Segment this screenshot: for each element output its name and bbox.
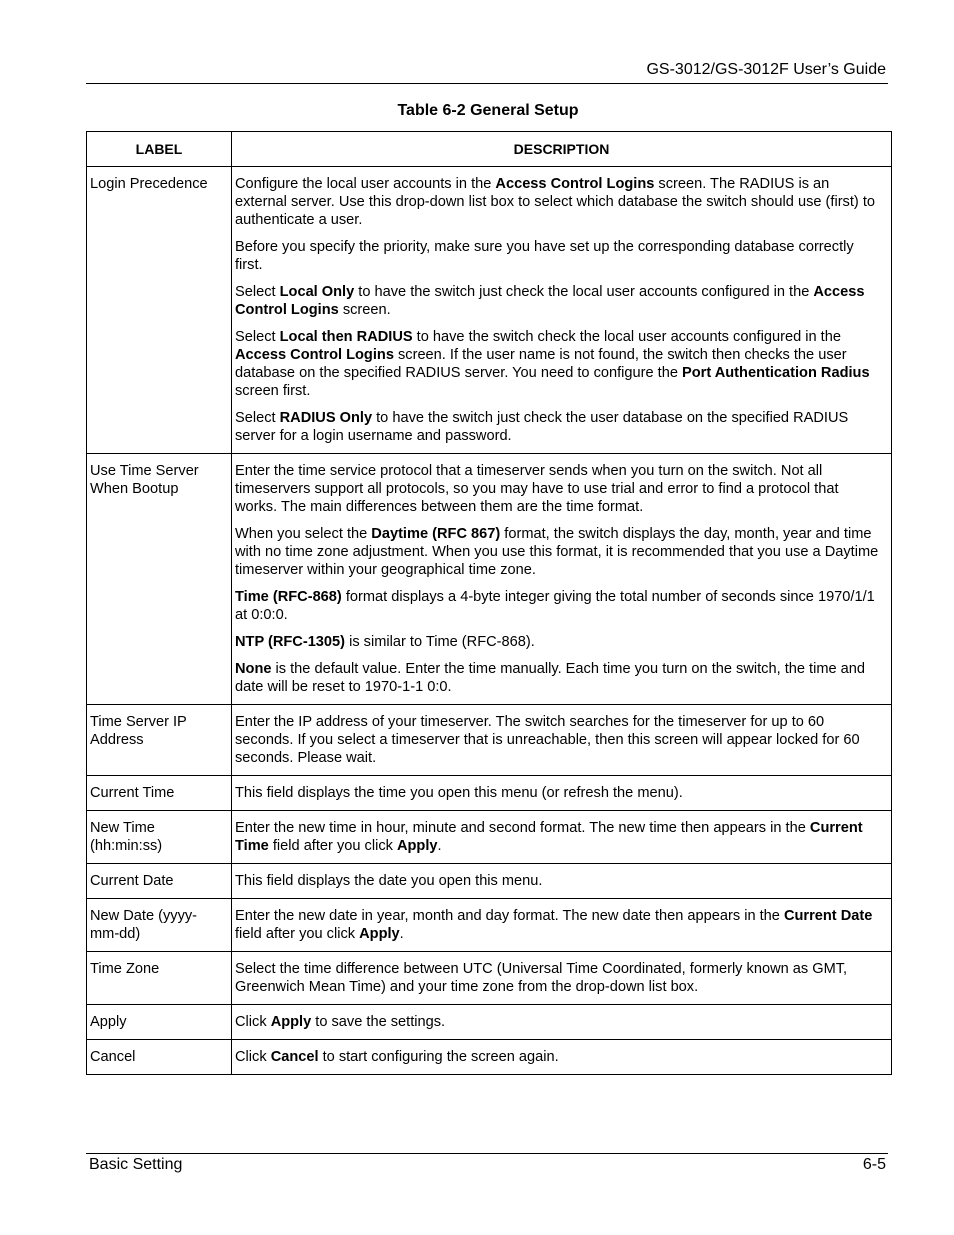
description-paragraph: [235, 907, 884, 943]
bold-term: Current Date: [783, 908, 873, 924]
text-segment: to have the switch check the local user accounts configured in the: [412, 329, 841, 345]
text-segment: format, the switch displays the day, month, year and time with no time zone adjustment. When you use this format, it is recommended that you use a Daytime timeserver within your geographical time zone.: [235, 526, 879, 578]
row-description: [232, 776, 892, 811]
description-paragraph: [235, 409, 884, 445]
bold-term: Daytime (RFC 867): [371, 526, 501, 542]
table-header-row: [87, 132, 892, 167]
bold-term: Local Only: [279, 284, 355, 300]
row-label: Current Time: [87, 776, 232, 811]
document-title: GS-3012/GS-3012F User’s Guide: [646, 61, 886, 78]
row-description: [232, 454, 892, 705]
bold-term: Access Control Logins: [235, 347, 394, 363]
general-setup-table: [86, 131, 892, 1075]
column-header-description: DESCRIPTION: [232, 132, 892, 167]
description-paragraph: [235, 283, 884, 319]
row-label: New Time (hh:min:ss): [87, 811, 232, 864]
column-header-label: LABEL: [87, 132, 232, 167]
row-description: [232, 864, 892, 899]
bold-term: Access Control Logins: [495, 176, 655, 192]
text-segment: field after you click: [268, 838, 397, 854]
row-label: New Date (yyyy-mm-dd): [87, 899, 232, 952]
row-description: [232, 811, 892, 864]
table-row: [87, 1005, 892, 1040]
row-description: [232, 1040, 892, 1075]
text-segment: .: [399, 926, 404, 942]
table-row: [87, 864, 892, 899]
text-segment: This field displays the date you open this menu.: [235, 873, 543, 889]
text-segment: Select: [235, 410, 280, 426]
text-segment: to save the settings.: [311, 1014, 446, 1030]
row-label: Cancel: [87, 1040, 232, 1075]
row-label: Use Time Server When Bootup: [87, 454, 232, 705]
text-segment: screen. The RADIUS is an external server. Use this drop-down list box to select which database the switch should use (first) to authenticate a user.: [235, 176, 875, 228]
text-segment: screen first.: [235, 383, 311, 399]
row-label: Time Zone: [87, 952, 232, 1005]
row-label: Current Date: [87, 864, 232, 899]
text-segment: to have the switch just check the local user accounts configured in the: [354, 284, 814, 300]
table-row: [87, 899, 892, 952]
text-segment: is similar to Time (RFC-868).: [345, 634, 535, 650]
description-paragraph: [235, 525, 884, 579]
text-segment: Configure the local user accounts in the: [235, 176, 496, 192]
description-paragraph: [235, 660, 884, 696]
text-segment: Select the time difference between UTC (Universal Time Coordinated, formerly known as GMT, Greenwich Mean Time) and your time zone from the drop-down list box.: [235, 961, 848, 995]
page-footer: [86, 1153, 888, 1173]
table-row: [87, 454, 892, 705]
description-paragraph: [235, 960, 884, 996]
text-segment: Enter the IP address of your timeserver. The switch searches for the timeserver for up to 60 seconds. If you select a timeserver that is unreachable, then this screen will appear locked for 60 seconds. Please wait.: [235, 714, 860, 766]
text-segment: Enter the new date in year, month and day format. The new date then appears in the: [235, 908, 784, 924]
row-label: Login Precedence: [87, 167, 232, 454]
page-header: [86, 59, 888, 84]
text-segment: screen. If the user name is not found, the switch then checks the user database on the specified RADIUS server. You need to configure the: [235, 347, 847, 381]
text-segment: .: [437, 838, 442, 854]
text-segment: Click: [235, 1014, 271, 1030]
table-body: [87, 167, 892, 1075]
text-segment: Before you specify the priority, make sure you have set up the corresponding database correctly first.: [235, 239, 854, 273]
description-paragraph: [235, 588, 884, 624]
text-segment: format displays a 4-byte integer giving the total number of seconds since 1970/1/1 at 0:0:0.: [235, 589, 875, 623]
text-segment: is the default value. Enter the time manually. Each time you turn on the switch, the time and date will be reset to 1970-1-1 0:0.: [235, 661, 866, 695]
text-segment: screen.: [338, 302, 391, 318]
row-description: [232, 952, 892, 1005]
bold-term: NTP (RFC-1305): [235, 634, 346, 650]
text-segment: Enter the new time in hour, minute and second format. The new time then appears in the: [235, 820, 810, 836]
text-segment: to have the switch just check the user database on the specified RADIUS server for a login username and password.: [235, 410, 849, 444]
text-segment: Select: [235, 329, 280, 345]
table-row: [87, 952, 892, 1005]
description-paragraph: [235, 328, 884, 400]
text-segment: When you select the: [235, 526, 372, 542]
row-label: Apply: [87, 1005, 232, 1040]
text-segment: field after you click: [235, 926, 360, 942]
bold-term: Apply: [270, 1014, 312, 1030]
description-paragraph: [235, 819, 884, 855]
bold-term: Apply: [396, 838, 438, 854]
text-segment: Enter the time service protocol that a timeserver sends when you turn on the switch. Not all timeservers support all protocols, so you may have to use trial and error to find a protocol that works. The main differences between them are the time format.: [235, 463, 839, 515]
bold-term: None: [235, 661, 272, 677]
bold-term: Access Control Logins: [235, 284, 865, 318]
table-row: [87, 167, 892, 454]
table-caption: Table 6-2 General Setup: [397, 102, 579, 119]
section-name: Basic Setting: [89, 1156, 183, 1173]
bold-term: Local then RADIUS: [279, 329, 413, 345]
description-paragraph: [235, 633, 884, 651]
page-number: 6-5: [862, 1156, 886, 1173]
bold-term: Cancel: [270, 1049, 319, 1065]
row-description: [232, 899, 892, 952]
description-paragraph: [235, 175, 884, 229]
description-paragraph: [235, 1013, 884, 1031]
text-segment: Select: [235, 284, 280, 300]
bold-term: Current Time: [235, 820, 863, 854]
row-description: [232, 167, 892, 454]
description-paragraph: [235, 713, 884, 767]
description-paragraph: [235, 784, 884, 802]
description-paragraph: [235, 462, 884, 516]
table-row: [87, 705, 892, 776]
table-row: [87, 776, 892, 811]
bold-term: Port Authentication Radius: [682, 365, 870, 381]
row-label: Time Server IP Address: [87, 705, 232, 776]
text-segment: Click: [235, 1049, 271, 1065]
table-row: [87, 1040, 892, 1075]
row-description: [232, 705, 892, 776]
text-segment: to start configuring the screen again.: [318, 1049, 559, 1065]
description-paragraph: [235, 872, 884, 890]
bold-term: Time (RFC-868): [235, 589, 342, 605]
table-row: [87, 811, 892, 864]
description-paragraph: [235, 238, 884, 274]
text-segment: This field displays the time you open this menu (or refresh the menu).: [235, 785, 683, 801]
bold-term: RADIUS Only: [279, 410, 373, 426]
description-paragraph: [235, 1048, 884, 1066]
bold-term: Apply: [359, 926, 400, 942]
row-description: [232, 1005, 892, 1040]
